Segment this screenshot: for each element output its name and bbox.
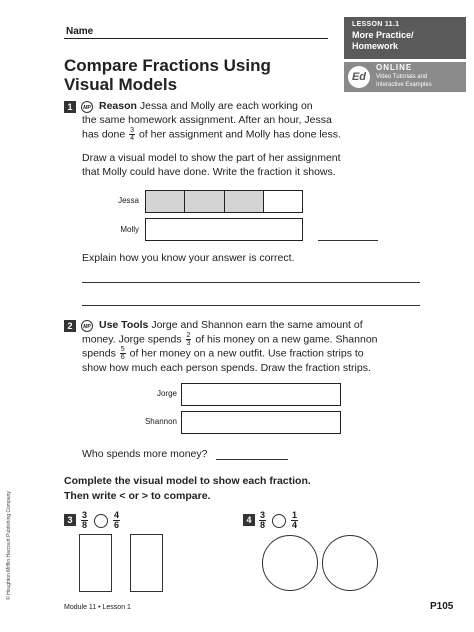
fraction-numerator: 1 xyxy=(292,510,298,520)
q2-text-1: Jorge and Shannon earn the same amount of xyxy=(151,319,363,331)
title-line-1: Compare Fractions Using xyxy=(64,56,271,75)
instructions-line-1: Complete the visual model to show each fraction. xyxy=(64,475,311,487)
name-input-line[interactable] xyxy=(64,38,328,39)
fraction-denominator: 8 xyxy=(260,520,266,530)
q1-text-1: Jessa and Molly are each working on xyxy=(139,100,313,112)
strip-cell-shaded xyxy=(146,191,185,212)
fraction-numerator: 3 xyxy=(130,127,135,134)
q2-line-4: show how much each person spends. Draw the fraction strips. xyxy=(82,362,371,374)
q3-fraction-a xyxy=(81,511,88,530)
fraction-numerator: 5 xyxy=(120,346,125,353)
q2-text-2b: of his money on a new game. Shannon xyxy=(195,333,378,346)
fraction-strip-molly[interactable] xyxy=(145,218,303,241)
fraction-strip-shannon[interactable] xyxy=(181,411,341,434)
q3-fraction-b xyxy=(113,511,120,530)
fraction-two-thirds xyxy=(186,332,192,347)
fraction-denominator: 4 xyxy=(292,520,298,530)
strip-cell-empty xyxy=(264,191,302,212)
q4-model-circle-a[interactable] xyxy=(262,535,318,591)
fraction-numerator: 4 xyxy=(114,510,120,520)
fraction-denominator: 8 xyxy=(82,520,88,530)
question-4-number: 4 xyxy=(243,514,255,526)
fraction-denominator: 6 xyxy=(120,354,125,361)
page-title xyxy=(64,56,334,94)
q2-text-3b: of her money on a new outfit. Use fraction strips to xyxy=(129,347,364,360)
copyright-notice: © Houghton Mifflin Harcourt Publishing Company xyxy=(6,491,12,600)
fraction-denominator: 3 xyxy=(186,340,191,347)
q1-explain-prompt: Explain how you know your answer is correct. xyxy=(82,252,295,264)
q4-model-circle-b[interactable] xyxy=(322,535,378,591)
math-practice-icon: MP xyxy=(81,101,93,113)
instructions-line-2: Then write < or > to compare. xyxy=(64,490,211,502)
strip-label-jessa: Jessa xyxy=(118,196,139,205)
online-text-line-1: Video Tutorials and xyxy=(376,74,428,80)
strip-label-molly: Molly xyxy=(120,225,139,234)
lesson-type xyxy=(352,30,414,52)
page-number: P105 xyxy=(430,601,454,612)
lesson-badge xyxy=(344,17,466,59)
fraction-answer-line[interactable] xyxy=(318,240,378,241)
q1-line-4: Draw a visual model to show the part of her assignment xyxy=(82,152,341,164)
q2-line-2 xyxy=(82,332,432,347)
q3-model-rectangle-b[interactable] xyxy=(130,534,163,592)
q1-line-3 xyxy=(82,127,422,142)
fraction-three-fourths xyxy=(129,127,135,142)
online-label: ONLINE xyxy=(376,63,413,72)
q4-compare-circle[interactable] xyxy=(272,514,286,528)
online-description xyxy=(376,73,432,89)
q1-line-2: the same homework assignment. After an hour, Jessa xyxy=(82,114,332,126)
strip-cell-shaded xyxy=(225,191,264,212)
lesson-type-line-2: Homework xyxy=(352,41,399,51)
fraction-five-sixths xyxy=(120,346,126,361)
q1-text-3a: has done xyxy=(82,128,126,141)
strip-cell-shaded xyxy=(185,191,224,212)
online-text-line-2: Interactive Examples xyxy=(376,82,432,88)
fraction-numerator: 3 xyxy=(260,510,266,520)
q2-line-3 xyxy=(82,346,432,361)
name-label: Name xyxy=(66,26,94,37)
q1-line-1 xyxy=(99,99,429,113)
q2-answer-line[interactable] xyxy=(216,459,288,460)
fraction-numerator: 2 xyxy=(186,332,191,339)
fraction-denominator: 4 xyxy=(130,135,135,142)
strip-label-shannon: Shannon xyxy=(144,417,177,426)
q3-model-rectangle-a[interactable] xyxy=(79,534,112,592)
q1-heading: Reason xyxy=(99,100,137,112)
q2-line-1 xyxy=(99,318,439,332)
q2-text-3a: spends xyxy=(82,347,116,360)
question-3-number: 3 xyxy=(64,514,76,526)
fraction-strip-jessa xyxy=(145,190,303,213)
explain-answer-line-1[interactable] xyxy=(82,282,420,283)
question-1-number: 1 xyxy=(64,101,76,113)
title-line-2: Visual Models xyxy=(64,75,178,94)
strip-label-jorge: Jorge xyxy=(156,389,177,398)
q2-question: Who spends more money? xyxy=(82,448,208,460)
lesson-number: LESSON 11.1 xyxy=(352,21,400,28)
q2-heading: Use Tools xyxy=(99,319,149,331)
lesson-type-line-1: More Practice/ xyxy=(352,30,414,40)
q1-text-3b: of her assignment and Molly has done less. xyxy=(138,128,341,141)
q2-text-2a: money. Jorge spends xyxy=(82,333,182,346)
q4-fraction-a xyxy=(259,511,266,530)
q4-fraction-b xyxy=(291,511,298,530)
fraction-strip-jorge[interactable] xyxy=(181,383,341,406)
online-resources-link[interactable] xyxy=(344,62,466,92)
fraction-numerator: 3 xyxy=(82,510,88,520)
question-2-number: 2 xyxy=(64,320,76,332)
math-practice-icon: MP xyxy=(81,320,93,332)
q1-line-5: that Molly could have done. Write the fraction it shows. xyxy=(82,166,336,178)
fraction-denominator: 6 xyxy=(114,520,120,530)
q3-compare-circle[interactable] xyxy=(94,514,108,528)
explain-answer-line-2[interactable] xyxy=(82,305,420,306)
ed-logo-icon: Ed xyxy=(348,66,370,88)
module-lesson-footer: Module 11 • Lesson 1 xyxy=(64,604,131,611)
